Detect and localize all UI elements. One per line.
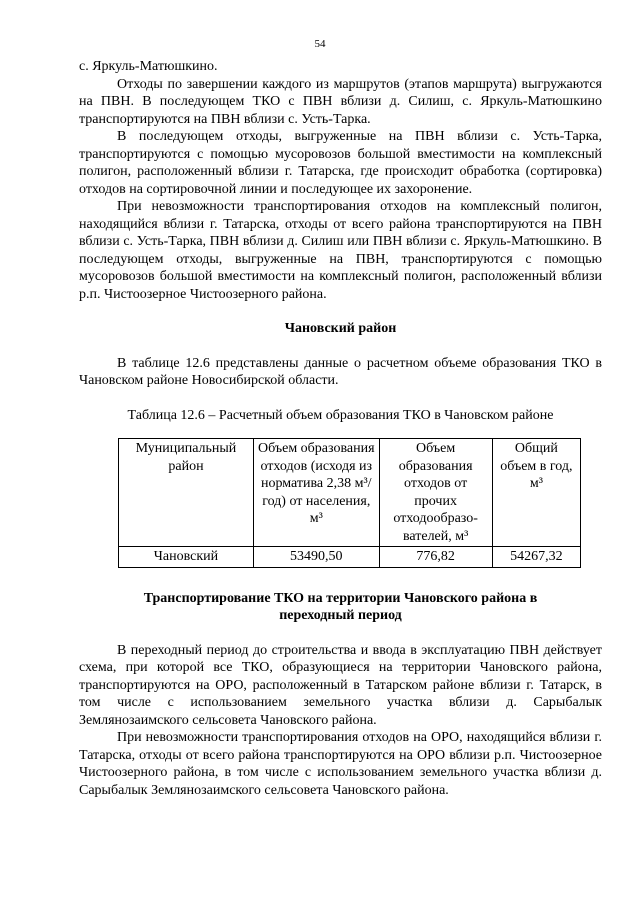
paragraph: Отходы по завершении каждого из маршрутов (этапов маршрута) выгружаются на ПВН. В последующем ТКО с ПВН вблизи д. Силиш, с. Яркуль-Матюшкино транспортируются на ПВН вблизи с. Усть-Тарка.: [79, 76, 602, 127]
table-caption: Таблица 12.6 – Расчетный объем образования ТКО в Чановском районе: [127, 407, 554, 423]
table-row: [119, 547, 581, 568]
document-body: [79, 58, 602, 799]
table-header-cell: Муниципальный район: [119, 439, 254, 547]
table-cell: Чановский: [119, 547, 254, 568]
table-header-cell: Объем образования отходов от прочих отходообразо-вателей, м³: [379, 439, 492, 547]
table-header-cell: Общий объем в год, м³: [492, 439, 580, 547]
table-cell: 776,82: [379, 547, 492, 568]
paragraph: с. Яркуль-Матюшкино.: [79, 59, 218, 74]
intro-paragraph: В таблице 12.6 представлены данные о расчетном объеме образования ТКО в Чановском районе Новосибирской области.: [79, 355, 602, 388]
table-header-row: [119, 439, 581, 547]
table-header-cell: Объем образования отходов (исходя из норматива 2,38 м³/год) от населения, м³: [253, 439, 379, 547]
page-number: 54: [314, 38, 326, 50]
section-heading: Чановский район: [284, 321, 397, 336]
paragraph: В последующем отходы, выгруженные на ПВН вблизи с. Усть-Тарка, транспортируются с помощью мусоровозов большой вместимости на комплексный полигон, расположенный вблизи г. Татарска, где происходит обработка (сортировка) отходов на сортировочной линии и последующее их захоронение.: [79, 129, 602, 197]
subheading: Транспортирование ТКО на территории Чановского района в переходный период: [143, 590, 538, 623]
paragraph: В переходный период до строительства и ввода в эксплуатацию ПВН действует схема, при которой все ТКО, образующиеся на территории Чановского района, транспортируются на ОРО, расположенный в Татарском районе вблизи г. Татарск, в том числе с использованием земельного участка вблизи д. Сарыбалык Землянозаимского сельсовета Чановского района.: [79, 642, 602, 728]
data-table: [118, 438, 581, 568]
table-cell: 53490,50: [253, 547, 379, 568]
paragraph: При невозможности транспортирования отходов на комплексный полигон, находящийся вблизи г. Татарска, отходы от всего района транспортируются на ПВН вблизи с. Усть-Тарка, ПВН вблизи д. Силиш или ПВН вблизи с. Яркуль-Матюшкино. В последующем отходы, выгруженные на ПВН, транспортируются с помощью мусоровозов большой вместимости на комплексный полигон, расположенный вблизи р.п. Чистоозерное Чистоозерного района.: [79, 199, 602, 302]
paragraph: При невозможности транспортирования отходов на ОРО, находящийся вблизи г. Татарска, отходы от всего района транспортируются на ОРО вблизи р.п. Чистоозерное Чистоозерного района, в том числе с использованием земельного участка вблизи д. Сарыбалык Землянозаимского сельсовета Чановского района.: [79, 730, 602, 798]
table-cell: 54267,32: [492, 547, 580, 568]
